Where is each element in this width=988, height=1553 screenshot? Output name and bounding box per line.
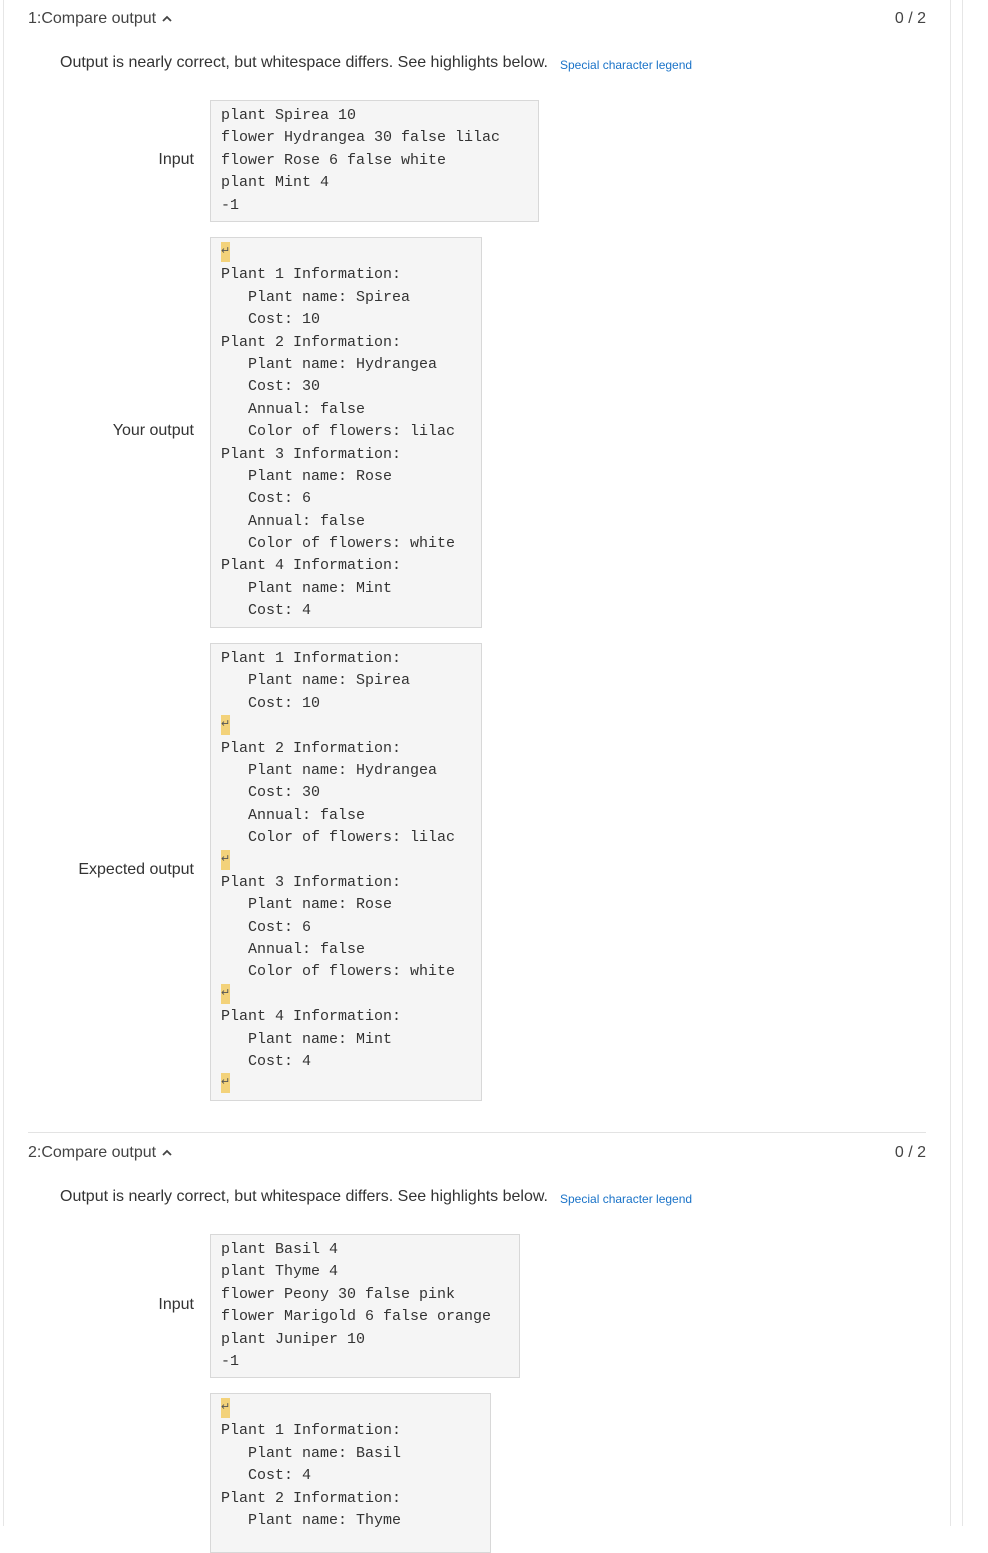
- code-line: Cost: 6: [221, 490, 312, 508]
- code-line: flower Rose 6 false white: [221, 151, 447, 169]
- code-line: Color of flowers: white: [221, 963, 456, 981]
- input-block: [210, 1234, 520, 1378]
- code-line: Plant name: Spirea: [221, 288, 411, 306]
- newline-marker-icon: ↵: [221, 715, 230, 735]
- your-output-label: Your output: [112, 422, 194, 439]
- code-line: Plant name: Basil: [221, 1444, 402, 1462]
- special-character-legend-link[interactable]: Special character legend: [560, 1192, 693, 1206]
- code-line: Plant 2 Information:: [221, 333, 402, 351]
- code-line: Cost: 10: [221, 311, 321, 329]
- code-line: [221, 1398, 480, 1420]
- code-line: [221, 715, 471, 737]
- test-header: [28, 8, 926, 32]
- code-line: Plant name: Mint: [221, 1030, 393, 1048]
- your-output-block: [210, 237, 482, 628]
- divider: [28, 1132, 926, 1133]
- test-score: 0 / 2: [894, 10, 926, 27]
- newline-marker-icon: ↵: [221, 1073, 230, 1093]
- input-label: Input: [158, 1296, 194, 1313]
- code-line: Annual: false: [221, 400, 366, 418]
- code-line: Plant 1 Information:: [221, 1422, 402, 1440]
- expected-output-block: [210, 643, 482, 1101]
- code-line: plant Spirea 10: [221, 107, 357, 124]
- input-label: Input: [158, 151, 194, 168]
- code-line: Plant 1 Information:: [221, 266, 402, 284]
- code-line: [221, 850, 471, 872]
- code-line: plant Mint 4: [221, 174, 330, 192]
- your-output-block: [210, 1393, 491, 1553]
- test-title-toggle[interactable]: [28, 10, 174, 28]
- newline-marker-icon: ↵: [221, 984, 230, 1004]
- code-line: plant Basil 4: [221, 1241, 339, 1258]
- input-block: [210, 100, 539, 222]
- code-line: Plant name: Thyme: [221, 1511, 402, 1529]
- test-score: 0 / 2: [894, 1144, 926, 1161]
- code-line: Cost: 30: [221, 784, 321, 802]
- code-line: [221, 1073, 471, 1095]
- code-line: Plant name: Hydrangea: [221, 355, 438, 373]
- code-line: Cost: 30: [221, 378, 321, 396]
- code-line: Plant name: Spirea: [221, 672, 411, 690]
- code-line: -1: [221, 196, 240, 214]
- code-line: Color of flowers: white: [221, 535, 456, 553]
- test-title: 2:Compare output: [28, 1144, 157, 1161]
- code-line: flower Marigold 6 false orange: [221, 1308, 492, 1326]
- code-line: Plant 4 Information:: [221, 557, 402, 575]
- code-line: Plant 4 Information:: [221, 1008, 402, 1026]
- code-line: Plant 3 Information:: [221, 445, 402, 463]
- chevron-up-icon: [160, 1146, 174, 1160]
- code-line: plant Juniper 10: [221, 1330, 366, 1348]
- chevron-up-icon: [160, 12, 174, 26]
- code-line: [221, 242, 471, 264]
- code-line: Plant 2 Information:: [221, 739, 402, 757]
- special-character-legend-link[interactable]: Special character legend: [560, 58, 693, 72]
- code-line: Plant 3 Information:: [221, 873, 402, 891]
- code-line: Cost: 10: [221, 694, 321, 712]
- code-line: Cost: 4: [221, 602, 312, 620]
- code-line: flower Peony 30 false pink: [221, 1285, 456, 1303]
- code-line: plant Thyme 4: [221, 1263, 339, 1281]
- code-line: Plant name: Mint: [221, 579, 393, 597]
- test-results-panel: [3, 0, 951, 1529]
- expected-output-label: Expected output: [78, 861, 194, 878]
- scrollbar-track: [962, 0, 963, 1526]
- code-line: flower Hydrangea 30 false lilac: [221, 129, 501, 147]
- code-line: Cost: 6: [221, 918, 312, 936]
- code-line: Plant name: Rose: [221, 896, 393, 914]
- code-line: Cost: 4: [221, 1467, 312, 1485]
- code-line: Annual: false: [221, 512, 366, 530]
- test-header: [28, 1142, 926, 1166]
- code-line: Plant 1 Information:: [221, 650, 402, 667]
- code-line: Cost: 4: [221, 1053, 312, 1071]
- code-line: [221, 984, 471, 1006]
- code-line: Plant name: Hydrangea: [221, 761, 438, 779]
- code-line: Plant name: Rose: [221, 467, 393, 485]
- newline-marker-icon: ↵: [221, 1398, 230, 1418]
- code-line: Annual: false: [221, 941, 366, 959]
- newline-marker-icon: ↵: [221, 242, 230, 262]
- code-line: Color of flowers: lilac: [221, 423, 456, 441]
- code-line: Plant 2 Information:: [221, 1489, 402, 1507]
- result-message: Output is nearly correct, but whitespace differs. See highlights below.: [60, 1188, 548, 1205]
- newline-marker-icon: ↵: [221, 850, 230, 870]
- code-line: -1: [221, 1352, 240, 1370]
- test-title: 1:Compare output: [28, 10, 157, 27]
- code-line: Color of flowers: lilac: [221, 829, 456, 847]
- test-title-toggle[interactable]: [28, 1144, 174, 1162]
- result-message: Output is nearly correct, but whitespace differs. See highlights below.: [60, 54, 548, 71]
- code-line: Annual: false: [221, 806, 366, 824]
